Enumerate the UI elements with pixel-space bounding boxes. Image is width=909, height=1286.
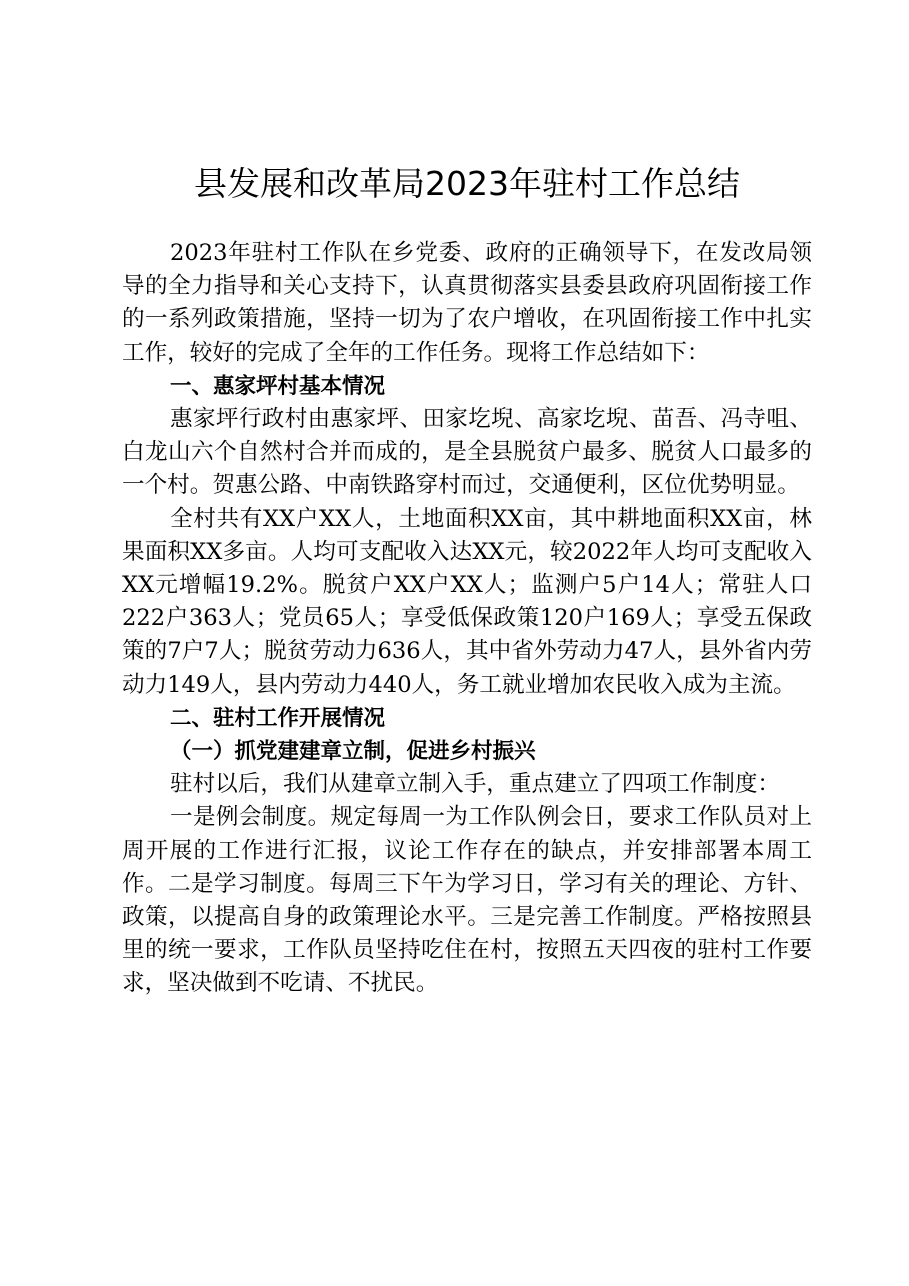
paragraph-systems-intro: 驻村以后，我们从建章立制入手，重点建立了四项工作制度： bbox=[170, 771, 781, 798]
section-heading-2: 二、驻村工作开展情况 bbox=[170, 705, 386, 731]
paragraph-intro: 2023年驻村工作队在乡党委、政府的正确领导下，在发改局领导的全力指导和关心支持下，认真贯彻落实县委县政府巩固衔接工作的一系列政策措施，坚持一切为了农户增收，在巩固衔接工作中扎实工作，较好的完成了全年的工作任务。现将工作总结如下： bbox=[122, 240, 812, 366]
section-heading-1: 一、惠家坪村基本情况 bbox=[170, 373, 386, 399]
paragraph-village-statistics: 全村共有XX户XX人，土地面积XX亩，其中耕地面积XX亩，林果面积XX多亩。人均可支配收入达XX元，较2022年人均可支配收入XX元增幅19.2%。脱贫户XX户XX人；监测户5户14人；常驻人口222户363人；党员65人；享受低保政策120户169人；享受五保政策的7户7人；脱贫劳动力636人，其中省外劳动力47人，县外省内劳动力149人，县内劳动力440人，务工就业增加农民收入成为主流。 bbox=[122, 505, 812, 698]
paragraph-village-overview: 惠家坪行政村由惠家坪、田家圪堄、高家圪堄、苗吾、冯寺咀、白龙山六个自然村合并而成的，是全县脱贫户最多、脱贫人口最多的一个村。贺惠公路、中南铁路穿村而过，交通便利，区位优势明显。 bbox=[122, 406, 812, 499]
document-title: 县发展和改革局2023年驻村工作总结 bbox=[194, 164, 740, 203]
subsection-heading-1: （一）抓党建建章立制，促进乡村振兴 bbox=[170, 739, 536, 765]
paragraph-systems-detail: 一是例会制度。规定每周一为工作队例会日，要求工作队员对上周开展的工作进行汇报，议论工作存在的缺点，并安排部署本周工作。二是学习制度。每周三下午为学习日，学习有关的理论、方针、政策，以提高自身的政策理论水平。三是完善工作制度。严格按照县里的统一要求，工作队员坚持吃住在村，按照五天四夜的驻村工作要求，坚决做到不吃请、不扰民。 bbox=[122, 804, 812, 997]
document-body bbox=[122, 237, 812, 1001]
